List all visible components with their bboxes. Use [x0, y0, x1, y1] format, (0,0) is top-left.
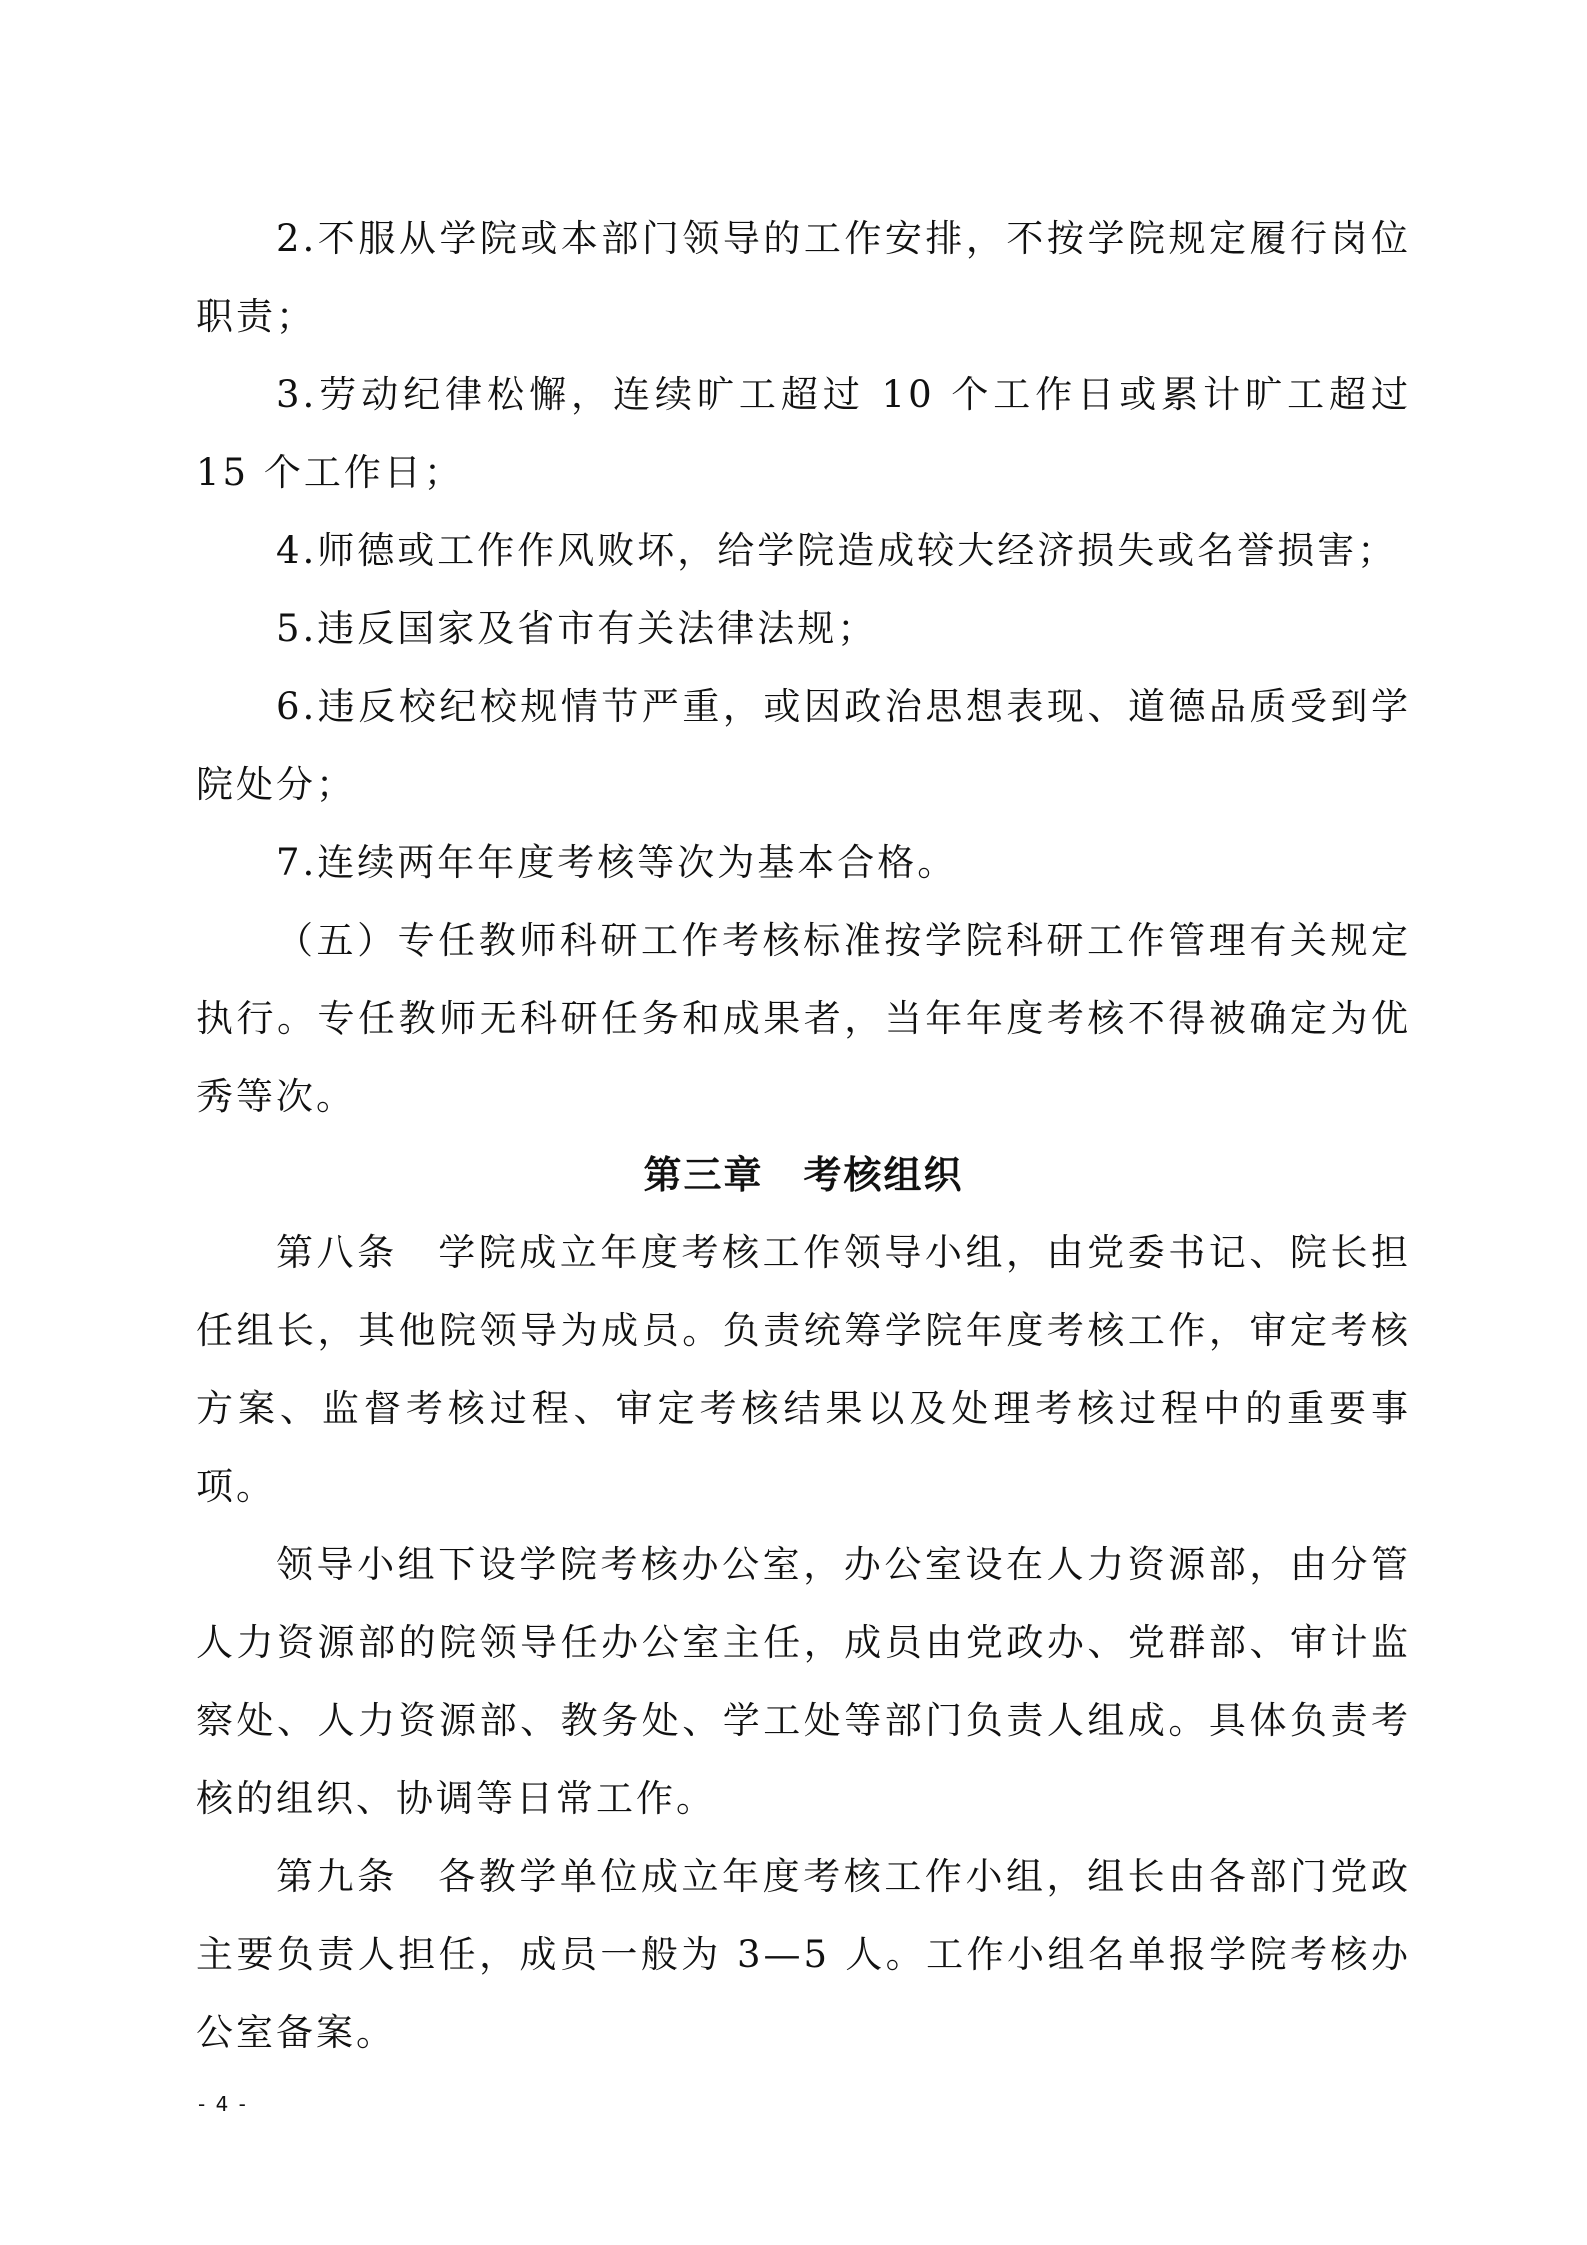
- paragraph-item-7: 7.连续两年年度考核等次为基本合格。: [276, 841, 958, 884]
- paragraph-section-5: （五）专任教师科研工作考核标准按学院科研工作管理有关规定执行。专任教师无科研任务和成果者，当年年度考核不得被确定为优秀等次。: [196, 919, 1411, 1118]
- paragraph-item-2: 2.不服从学院或本部门领导的工作安排，不按学院规定履行岗位职责；: [196, 217, 1411, 338]
- document-body: [196, 200, 1411, 2072]
- paragraph-article-9: 第九条 各教学单位成立年度考核工作小组，组长由各部门党政主要负责人担任，成员一般为 3—5 人。工作小组名单报学院考核办公室备案。: [196, 1855, 1411, 2054]
- page-number: - 4 -: [198, 2092, 248, 2116]
- paragraph-item-4: 4.师德或工作作风败坏，给学院造成较大经济损失或名誉损害；: [276, 529, 1398, 572]
- chapter-title: 考核组织: [803, 1153, 964, 1197]
- paragraph-article-8: 第八条 学院成立年度考核工作领导小组，由党委书记、院长担任组长，其他院领导为成员。负责统筹学院年度考核工作，审定考核方案、监督考核过程、审定考核结果以及处理考核过程中的重要事项。: [196, 1231, 1411, 1508]
- chapter-heading: [196, 1136, 1411, 1214]
- chapter-number: 第三章: [643, 1153, 764, 1197]
- paragraph-item-5: 5.违反国家及省市有关法律法规；: [276, 607, 878, 650]
- paragraph-item-3: 3.劳动纪律松懈，连续旷工超过 10 个工作日或累计旷工超过 15 个工作日；: [196, 373, 1411, 494]
- paragraph-office: 领导小组下设学院考核办公室，办公室设在人力资源部，由分管人力资源部的院领导任办公室主任，成员由党政办、党群部、审计监察处、人力资源部、教务处、学工处等部门负责人组成。具体负责考核的组织、协调等日常工作。: [196, 1543, 1411, 1820]
- paragraph-item-6: 6.违反校纪校规情节严重，或因政治思想表现、道德品质受到学院处分；: [196, 685, 1411, 806]
